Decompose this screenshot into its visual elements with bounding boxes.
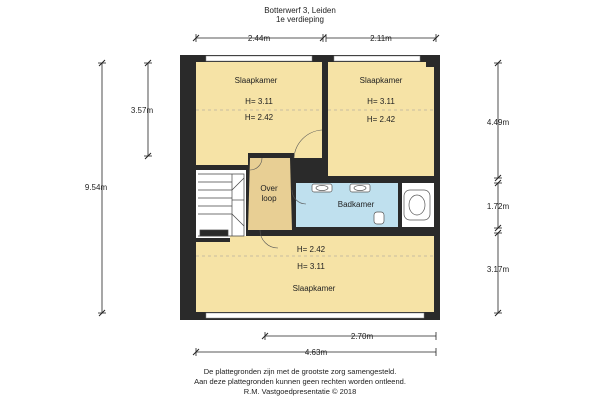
staircase — [196, 170, 246, 238]
bedroom-left-height-1: H= 3.11 — [245, 97, 273, 106]
bedroom-right-label: Slaapkamer — [359, 76, 403, 85]
address-title: Botterwerf 3, Leiden — [264, 6, 336, 15]
dim-left-total: 9.54m — [84, 183, 108, 192]
landing-label-line1: Over — [260, 184, 278, 193]
bedroom-bottom-label: Slaapkamer — [292, 284, 336, 293]
dim-left-upper: 3.57m — [130, 106, 154, 115]
dim-bottom-partial: 2.70m — [350, 332, 374, 341]
floor-title: 1e verdieping — [275, 15, 325, 24]
dim-top-right: 2.11m — [370, 34, 392, 43]
bedroom-left-height-2: H= 2.42 — [244, 113, 274, 122]
dim-top-left: 2.44m — [247, 34, 271, 43]
disclaimer-line-1: De plattegronden zijn met de grootste zorg samengesteld. — [203, 367, 397, 376]
bedroom-right-height-2: H= 2.42 — [366, 115, 396, 124]
bedroom-bottom-height-2: H= 3.11 — [297, 262, 325, 271]
bedroom-bottom-height-1: H= 2.42 — [296, 245, 326, 254]
copyright-line: R.M. Vastgoedpresentatie © 2018 — [243, 387, 357, 396]
disclaimer-line-2: Aan deze plattegronden kunnen geen rechten worden ontleend. — [194, 377, 406, 386]
toilet-icon — [374, 212, 384, 224]
bedroom-right-height-1: H= 3.11 — [367, 97, 395, 106]
dim-right-lower: 3.17m — [486, 265, 510, 274]
dim-bottom-total: 4.63m — [304, 348, 328, 357]
landing-label-line2: loop — [261, 194, 277, 203]
bathroom-label: Badkamer — [337, 200, 375, 209]
bedroom-left-label: Slaapkamer — [234, 76, 278, 85]
dim-right-upper: 4.49m — [486, 118, 510, 127]
dim-right-middle: 1.72m — [486, 202, 510, 211]
